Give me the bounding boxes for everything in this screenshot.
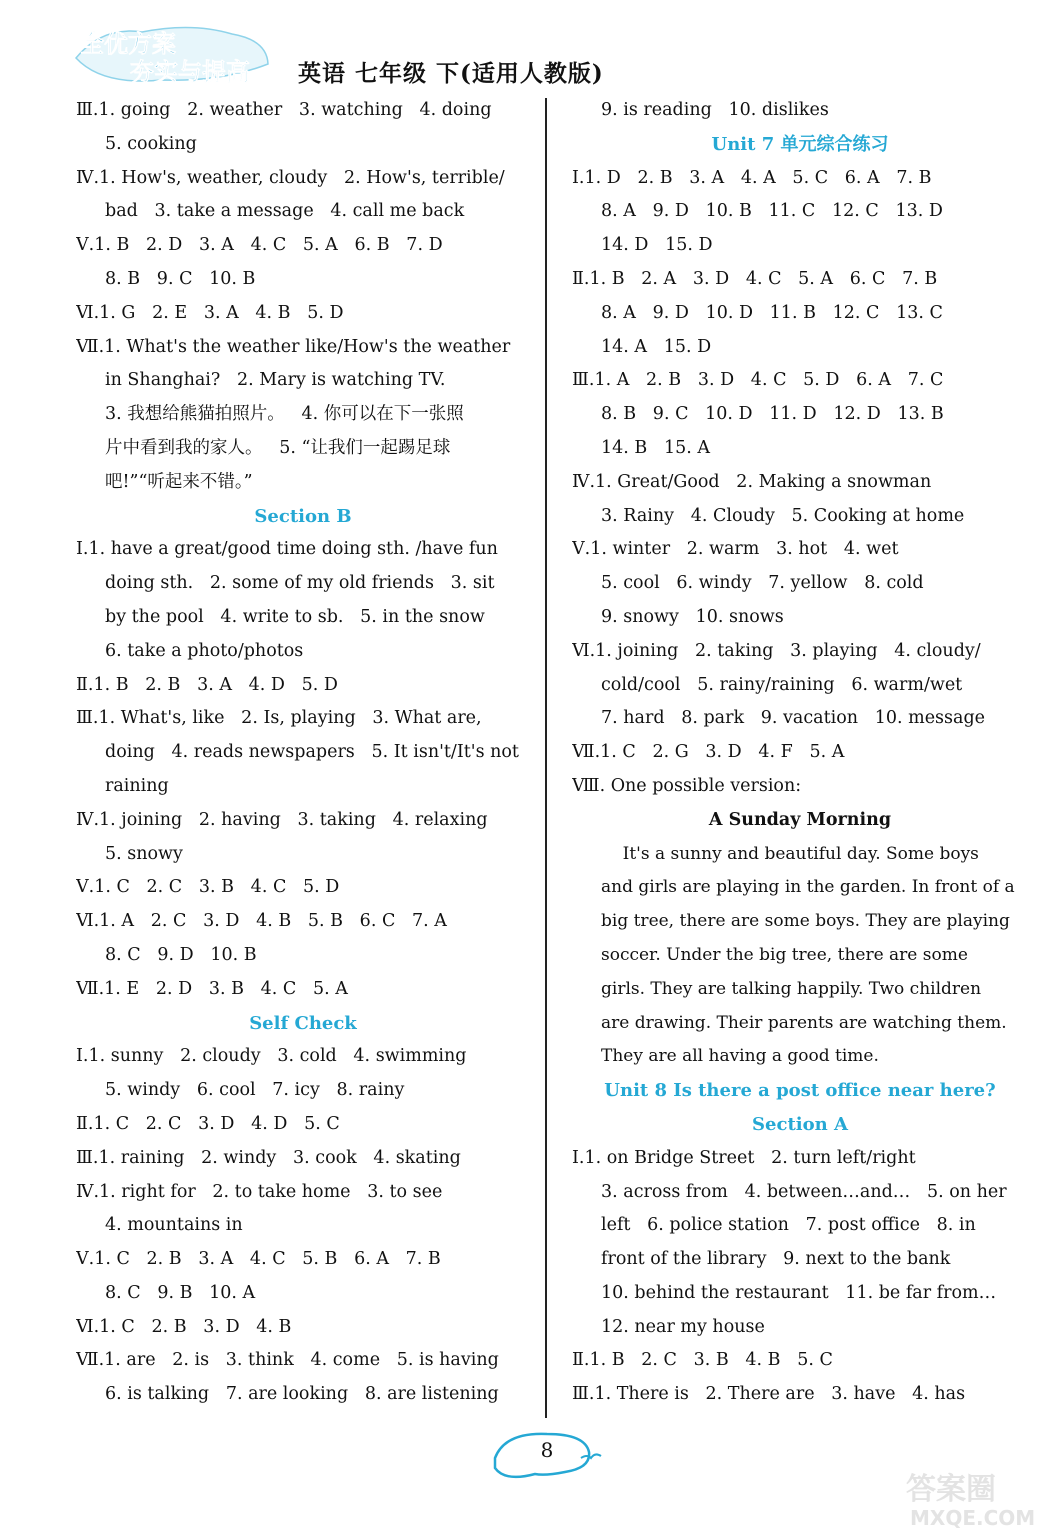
answer-line-continued: 14. B 15. A xyxy=(601,437,710,458)
essay-line: and girls are playing in the garden. In front of a xyxy=(601,877,1015,898)
answer-line-continued: 6. take a photo/photos xyxy=(105,640,304,661)
section-heading: Self Check xyxy=(249,1012,357,1034)
answer-line-continued: 3. across from 4. between…and… 5. on her xyxy=(601,1181,1007,1202)
answer-line-continued: in Shanghai? 2. Mary is watching TV. xyxy=(105,370,446,391)
answer-line: Ⅲ.1. A 2. B 3. D 4. C 5. D 6. A 7. C xyxy=(572,370,944,391)
answer-line-continued: 8. A 9. D 10. D 11. B 12. C 13. C xyxy=(601,302,943,323)
answer-line: Ⅵ.1. joining 2. taking 3. playing 4. cloudy/ xyxy=(572,640,981,661)
answer-line-continued: 4. mountains in xyxy=(105,1215,243,1236)
answer-line: Ⅰ.1. have a great/good time doing sth. /have fun xyxy=(76,539,498,560)
answer-line: Ⅱ.1. B 2. C 3. B 4. B 5. C xyxy=(572,1350,833,1371)
answer-line-continued: 5. windy 6. cool 7. icy 8. rainy xyxy=(105,1080,405,1101)
answer-line-continued: 7. hard 8. park 9. vacation 10. message xyxy=(601,708,986,729)
answer-line: Ⅲ.1. raining 2. windy 3. cook 4. skating xyxy=(76,1147,461,1168)
page-header xyxy=(0,0,1058,95)
answer-line: Ⅴ.1. C 2. B 3. A 4. C 5. B 6. A 7. B xyxy=(76,1249,441,1270)
section-heading: Section A xyxy=(752,1113,848,1135)
answer-line-continued: 吧!”“听起来不错。” xyxy=(105,471,253,492)
answer-line-continued: 3. Rainy 4. Cloudy 5. Cooking at home xyxy=(601,505,965,526)
answer-line: Ⅴ.1. B 2. D 3. A 4. C 5. A 6. B 7. D xyxy=(76,235,443,256)
answer-line: Ⅰ.1. sunny 2. cloudy 3. cold 4. swimming xyxy=(76,1046,467,1067)
essay-line: big tree, there are some boys. They are playing xyxy=(601,911,1010,932)
answer-line-continued: 5. snowy xyxy=(105,843,183,864)
answer-line: Ⅴ.1. C 2. C 3. B 4. C 5. D xyxy=(76,877,340,898)
section-heading: Unit 7 单元综合练习 xyxy=(711,133,889,155)
answer-line: Ⅶ.1. are 2. is 3. think 4. come 5. is having xyxy=(76,1350,499,1371)
page-number: 8 xyxy=(540,1438,554,1462)
logo-line2: 夯实与提高 xyxy=(130,58,250,86)
answer-line-continued: 9. snowy 10. snows xyxy=(601,606,784,627)
answer-line: Ⅶ.1. C 2. G 3. D 4. F 5. A xyxy=(572,742,845,763)
answer-line: Ⅳ.1. How's, weather, cloudy 2. How's, terrible/ xyxy=(76,167,505,188)
answer-line: Ⅶ.1. What's the weather like/How's the weather xyxy=(76,336,511,357)
answer-line-continued: 6. is talking 7. are looking 8. are listening xyxy=(105,1384,499,1405)
answer-line-continued: 14. A 15. D xyxy=(601,336,712,357)
answer-line-continued: 5. cool 6. windy 7. yellow 8. cold xyxy=(601,573,924,594)
section-heading: Section B xyxy=(254,505,352,527)
answer-line: Ⅶ.1. E 2. D 3. B 4. C 5. A xyxy=(76,978,348,999)
answer-line-continued: 9. is reading 10. dislikes xyxy=(601,100,829,120)
answer-line: Ⅱ.1. B 2. B 3. A 4. D 5. D xyxy=(76,674,338,695)
book-logo xyxy=(72,20,272,90)
answer-line: Ⅵ.1. A 2. C 3. D 4. B 5. B 6. C 7. A xyxy=(76,911,447,932)
answer-line: Ⅴ.1. winter 2. warm 3. hot 4. wet xyxy=(572,539,899,560)
answer-line-continued: doing 4. reads newspapers 5. It isn't/It's not xyxy=(105,742,519,763)
answer-line-continued: 8. A 9. D 10. B 11. C 12. C 13. D xyxy=(601,201,943,222)
answer-line-continued: 8. B 9. C 10. D 11. D 12. D 13. B xyxy=(601,404,944,425)
answer-line-continued: bad 3. take a message 4. call me back xyxy=(105,201,465,222)
answer-line-continued: 5. cooking xyxy=(105,133,197,154)
answer-line: Ⅱ.1. C 2. C 3. D 4. D 5. C xyxy=(76,1113,340,1134)
answer-line: Ⅳ.1. right for 2. to take home 3. to see xyxy=(76,1181,443,1202)
answer-line-continued: doing sth. 2. some of my old friends 3. sit xyxy=(105,573,495,594)
essay-line: are drawing. Their parents are watching them. xyxy=(601,1012,1007,1033)
answer-line-continued: 10. behind the restaurant 11. be far from… xyxy=(601,1282,997,1303)
answer-line: Ⅵ.1. G 2. E 3. A 4. B 5. D xyxy=(76,302,344,323)
answer-line-continued: left 6. police station 7. post office 8. in xyxy=(601,1215,976,1236)
answer-line: Ⅲ.1. There is 2. There are 3. have 4. has xyxy=(572,1384,966,1405)
answer-line: Ⅳ.1. Great/Good 2. Making a snowman xyxy=(572,471,932,492)
essay-line: They are all having a good time. xyxy=(601,1046,879,1067)
answer-line: Ⅷ. One possible version: xyxy=(572,775,802,796)
answer-line-continued: 8. C 9. D 10. B xyxy=(105,944,257,965)
essay-line: It's a sunny and beautiful day. Some boys xyxy=(601,843,979,864)
answer-line: Ⅱ.1. B 2. A 3. D 4. C 5. A 6. C 7. B xyxy=(572,268,938,289)
answer-line-continued: 12. near my house xyxy=(601,1316,765,1337)
answer-line-continued: raining xyxy=(105,775,169,796)
site-watermark xyxy=(900,1465,1050,1530)
answer-line-continued: 片中看到我的家人。 5. “让我们一起踢足球 xyxy=(105,437,451,458)
essay-line: soccer. Under the big tree, there are some xyxy=(601,944,968,965)
watermark-line2: MXQE.COM xyxy=(910,1506,1036,1530)
answer-line-continued: 8. C 9. B 10. A xyxy=(105,1282,256,1303)
answer-line: Ⅰ.1. D 2. B 3. A 4. A 5. C 6. A 7. B xyxy=(572,167,932,188)
answer-line: Ⅰ.1. on Bridge Street 2. turn left/right xyxy=(572,1147,916,1168)
answer-line-continued: front of the library 9. next to the bank xyxy=(601,1249,951,1270)
answer-line-continued: cold/cool 5. rainy/raining 6. warm/wet xyxy=(601,674,963,695)
answer-line: Ⅲ.1. What's, like 2. Is, playing 3. What are, xyxy=(76,708,482,729)
section-heading: Unit 8 Is there a post office near here? xyxy=(604,1080,996,1102)
page-number-badge xyxy=(515,1432,579,1472)
logo-line1: 全优方案 xyxy=(80,30,176,58)
column-divider xyxy=(545,98,547,1418)
left-answer-column xyxy=(76,94,530,1412)
answer-line-continued: 8. B 9. C 10. B xyxy=(105,268,256,289)
essay-line: girls. They are talking happily. Two children xyxy=(601,978,982,999)
answer-line-continued: by the pool 4. write to sb. 5. in the snow xyxy=(105,606,485,627)
answer-line: Ⅲ.1. going 2. weather 3. watching 4. doing xyxy=(76,100,492,120)
answer-line-continued: 14. D 15. D xyxy=(601,235,713,256)
page-title: 英语 七年级 下(适用人教版) xyxy=(298,60,604,87)
watermark-line1: 答案圈 xyxy=(906,1472,996,1507)
answer-line: Ⅵ.1. C 2. B 3. D 4. B xyxy=(76,1316,292,1337)
answer-line-continued: 3. 我想给熊猫拍照片。 4. 你可以在下一张照 xyxy=(105,404,464,425)
answer-line: Ⅳ.1. joining 2. having 3. taking 4. relaxing xyxy=(76,809,488,830)
right-answer-column xyxy=(572,94,1028,1412)
essay-title: A Sunday Morning xyxy=(708,809,892,830)
sample-essay xyxy=(572,838,1028,1075)
